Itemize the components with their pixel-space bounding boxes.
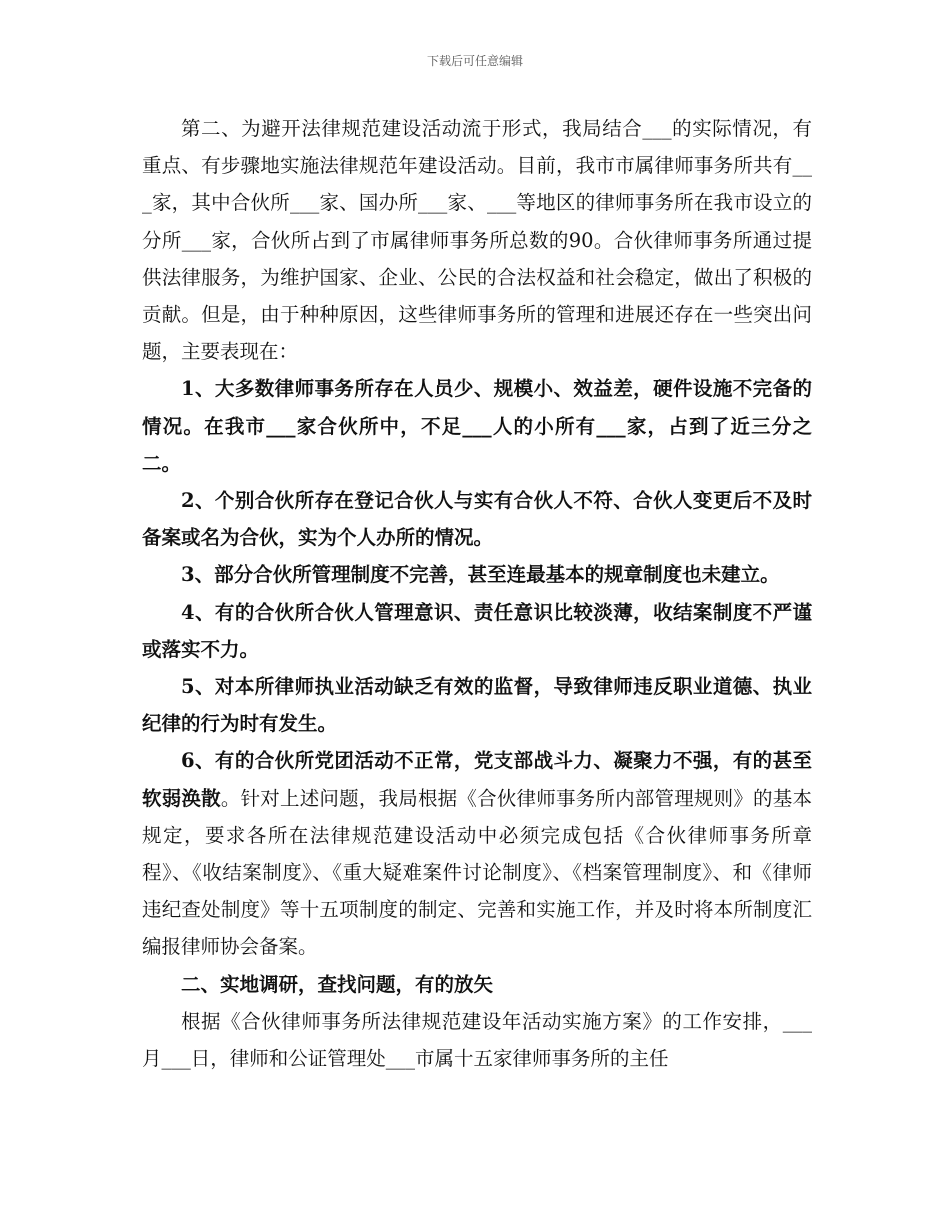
- list-item-6-bold: 6、有的合伙所党团活动不正常，党支部战斗力、凝聚力不强，有的甚至软弱涣散: [142, 749, 812, 810]
- section-heading-2: 二、实地调研，查找问题，有的放矢: [181, 972, 494, 996]
- document-body: [142, 110, 812, 1077]
- list-item-6: [142, 742, 812, 965]
- list-item-4: 4、有的合伙所合伙人管理意识、责任意识比较淡薄，收结案制度不严谨或落实不力。: [142, 600, 812, 661]
- list-item-3: 3、部分合伙所管理制度不完善，甚至连最基本的规章制度也未建立。: [181, 563, 780, 587]
- paragraph-intro: 第二、为避开法律规范建设活动流于形式，我局结合___的实际情况，有重点、有步骤地实施法律规范年建设活动。目前，我市市属律师事务所共有___家，其中合伙所___家、国办所___家、___等地区的律师事务所在我市设立的分所___家，合伙所占到了市属律师事务所总数的90。合伙律师事务所通过提供法律服务，为维护国家、企业、公民的合法权益和社会稳定，做出了积极的贡献。但是，由于种种原因，这些律师事务所的管理和进展还存在一些突出问题，主要表现在：: [142, 117, 812, 364]
- list-item-1: 1、大多数律师事务所存在人员少、规模小、效益差，硬件设施不完备的情况。在我市___家合伙所中，不足___人的小所有___家，占到了近三分之二。: [142, 377, 812, 475]
- list-item-5: 5、对本所律师执业活动缺乏有效的监督，导致律师违反职业道德、执业纪律的行为时有发生。: [142, 675, 812, 736]
- paragraph-last: 根据《合伙律师事务所法律规范建设年活动实施方案》的工作安排，___月___日，律师和公证管理处___市属十五家律师事务所的主任: [142, 1009, 812, 1071]
- list-item-2: 2、个别合伙所存在登记合伙人与实有合伙人不符、合伙人变更后不及时备案或名为合伙，实为个人办所的情况。: [142, 489, 812, 550]
- list-item-6-rest: 。针对上述问题，我局根据《合伙律师事务所内部管理规则》的基本规定，要求各所在法律规范建设活动中必须完成包括《合伙律师事务所章程》、《收结案制度》、《重大疑难案件讨论制度》、《档案管理制度》、和《律师违纪查处制度》等十五项制度的制定、完善和实施工作，并及时将本所制度汇编报律师协会备案。: [142, 786, 812, 959]
- page-header-note: 下载后可任意编辑: [426, 54, 523, 68]
